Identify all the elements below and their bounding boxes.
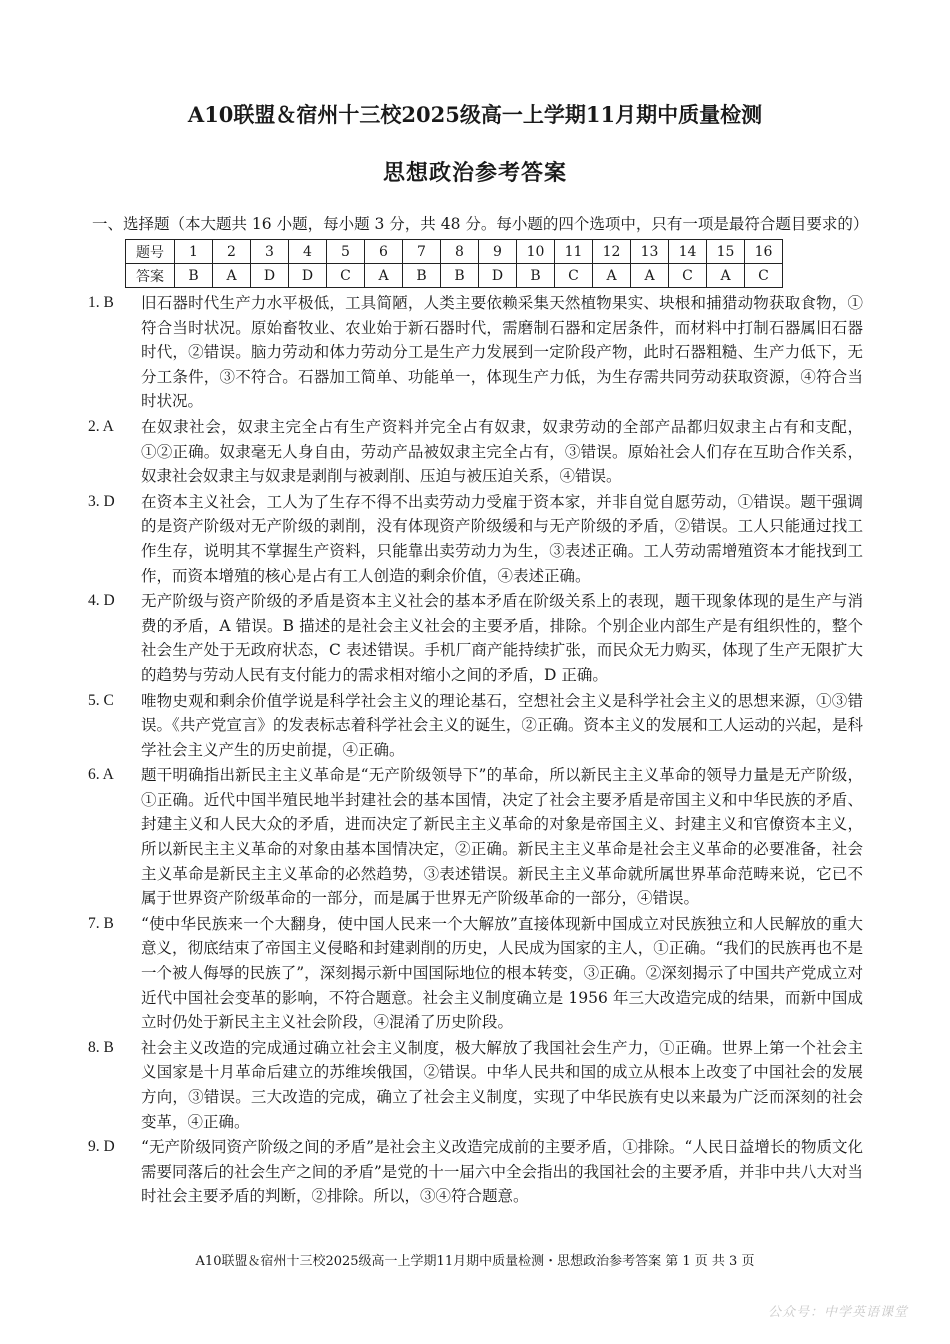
answer-key-table [125,239,783,288]
explanation-number: 5. C [88,691,114,709]
explanation-text: “使中华民族来一个大翻身，使中国人民来一个大解放”直接体现新中国成立对民族独立和人民解放的重大意义，彻底结束了帝国主义侵略和封建剥削的历史，人民成为国家的主人，①正确。“我们的民族再也不是一个被人侮辱的民族了”，深刻揭示新中国国际地位的根本转变，③正确。②深刻揭示了中国共产党成立对近代中国社会变革的影响，不符合题意。社会主义制度确立是 1956 年三大改造完成的结果，而新中国成立时仍处于新民主主义社会阶段，④混淆了历史阶段。 [141,914,863,1032]
document-title: A10联盟＆宿州十三校2025级高一上学期11月期中质量检测 [187,102,763,127]
explanation-number: 1. B [88,294,114,311]
question-number-row [126,240,783,264]
answer-cell: A [631,264,669,288]
question-number-cell: 16 [745,240,783,264]
question-number-cell: 5 [327,240,365,264]
question-number-cell: 9 [479,240,517,264]
explanation-text: 旧石器时代生产力水平极低，工具简陋，人类主要依赖采集天然植物果实、块根和捕猎动物获取食物，①符合当时状况。原始畜牧业、农业始于新石器时代，需磨制石器和定居条件，而材料中打制石器属旧石器时代，②错误。脑力劳动和体力劳动分工是生产力发展到一定阶段产物，此时石器粗糙、生产力低下，无分工条件，③不符合。石器加工简单、功能单一，体现生产力低，为生存需共同劳动获取资源，④符合当时状况。 [141,294,863,411]
question-number-cell: 6 [365,240,403,264]
explanation-item [88,912,863,1035]
row-label-question: 题号 [126,240,175,264]
answer-cell: A [593,264,631,288]
question-number-cell: 4 [289,240,327,264]
explanation-number: 4. D [88,592,115,610]
question-number-cell: 2 [213,240,251,264]
explanation-text: 在奴隶社会，奴隶主完全占有生产资料并完全占有奴隶，奴隶劳动的全部产品都归奴隶主占有和支配，①②正确。奴隶毫无人身自由，劳动产品被奴隶主完全占有，③错误。原始社会人们存在互助合作关系，奴隶社会奴隶主与奴隶是剥削与被剥削、压迫与被压迫关系，④错误。 [141,417,863,486]
explanation-text: 在资本主义社会，工人为了生存不得不出卖劳动力受雇于资本家，并非自觉自愿劳动，①错误。题干强调的是资产阶级对无产阶级的剥削，没有体现资产阶级缓和与无产阶级的矛盾，②错误。工人只能通过找工作生存，说明其不掌握生产资料，只能靠出卖劳动力为生，③表述正确。工人劳动需增殖资本才能找到工作，而资本增殖的核心是占有工人创造的剩余价值，④表述正确。 [141,492,863,585]
explanation-item [88,763,863,911]
question-number-cell: 14 [669,240,707,264]
answer-cell: A [213,264,251,288]
question-number-cell: 13 [631,240,669,264]
section-heading: 一、选择题（本大题共 16 小题，每小题 3 分，共 48 分。每小题的四个选项中，只有一项是最符合题目要求的） [92,215,869,233]
explanation-number: 9. D [88,1138,115,1156]
answer-cell: D [479,264,517,288]
answer-cell: C [327,264,365,288]
explanation-text: 无产阶级与资产阶级的矛盾是资本主义社会的基本矛盾在阶级关系上的表现，题干现象体现的是生产与消费的矛盾，A 错误。B 描述的是社会主义社会的主要矛盾，排除。个别企业内部生产是有组织性的，整个社会生产处于无政府状态，C 表述错误。手机厂商产能持续扩张，而民众无力购买，体现了生产无限扩大的趋势与劳动人民有支付能力的需求相对缩小之间的矛盾，D 正确。 [141,592,863,684]
explanation-item [88,1135,863,1209]
answer-cell: C [555,264,593,288]
explanation-number: 2. A [88,417,114,435]
question-number-cell: 12 [593,240,631,264]
explanation-item [88,490,863,588]
row-label-answer: 答案 [126,264,175,288]
explanation-text: 唯物史观和剩余价值学说是科学社会主义的理论基石，空想社会主义是科学社会主义的思想来源，①③错误。《共产党宣言》的发表标志着科学社会主义的诞生，②正确。资本主义的发展和工人运动的兴起，是科学社会主义产生的历史前提，④正确。 [141,691,863,759]
answer-cell: D [251,264,289,288]
question-number-cell: 15 [707,240,745,264]
answer-cell: A [365,264,403,288]
watermark: 公众号：中学英语课堂 [767,1305,908,1320]
explanation-item [88,1036,863,1134]
explanation-list [88,291,863,1210]
question-number-cell: 8 [441,240,479,264]
explanation-number: 6. A [88,766,114,784]
question-number-cell: 7 [403,240,441,264]
explanation-text: “无产阶级同资产阶级之间的矛盾”是社会主义改造完成前的主要矛盾，①排除。“人民日益增长的物质文化需要同落后的社会生产之间的矛盾”是党的十一届六中全会指出的我国社会的主要矛盾，并非中共八大对当时社会主要矛盾的判断，②排除。所以，③④符合题意。 [141,1138,863,1206]
answer-cell: B [441,264,479,288]
document-subtitle: 思想政治参考答案 [382,160,567,186]
question-number-cell: 10 [517,240,555,264]
page-footer: A10联盟＆宿州十三校2025级高一上学期11月期中质量检测・思想政治参考答案 第 1 页 共 3 页 [195,1254,755,1269]
explanation-number: 3. D [88,492,115,510]
answer-cell: D [289,264,327,288]
answer-row [126,264,783,288]
answer-cell: C [669,264,707,288]
explanation-number: 7. B [88,914,114,932]
explanation-text: 题干明确指出新民主主义革命是“无产阶级领导下”的革命，所以新民主主义革命的领导力量是无产阶级，①正确。近代中国半殖民地半封建社会的基本国情，决定了社会主要矛盾是帝国主义和中华民族的矛盾、封建主义和人民大众的矛盾，进而决定了新民主主义革命的对象是帝国主义、封建主义和官僚资本主义，所以新民主主义革命的对象由基本国情决定，②正确。新民主主义革命是社会主义革命的必要准备，社会主义革命是新民主主义革命的必然趋势，③表述错误。新民主主义革命就所属世界革命范畴来说，它已不属于世界资产阶级革命的一部分，而是属于世界无产阶级革命的一部分，④错误。 [141,766,863,908]
explanation-text: 社会主义改造的完成通过确立社会主义制度，极大解放了我国社会生产力，①正确。世界上第一个社会主义国家是十月革命后建立的苏维埃俄国，②错误。中华人民共和国的成立从根本上改变了中国社会的发展方向，③错误。三大改造的完成，确立了社会主义制度，实现了中华民族有史以来最为广泛而深刻的社会变革，④正确。 [141,1038,863,1131]
answer-cell: A [707,264,745,288]
answer-cell: B [517,264,555,288]
question-number-cell: 3 [251,240,289,264]
answer-cell: B [403,264,441,288]
answer-cell: C [745,264,783,288]
explanation-item [88,291,863,414]
question-number-cell: 11 [555,240,593,264]
explanation-item [88,689,863,763]
explanation-number: 8. B [88,1038,114,1056]
explanation-item [88,589,863,687]
question-number-cell: 1 [175,240,213,264]
explanation-item [88,415,863,489]
answer-cell: B [175,264,213,288]
